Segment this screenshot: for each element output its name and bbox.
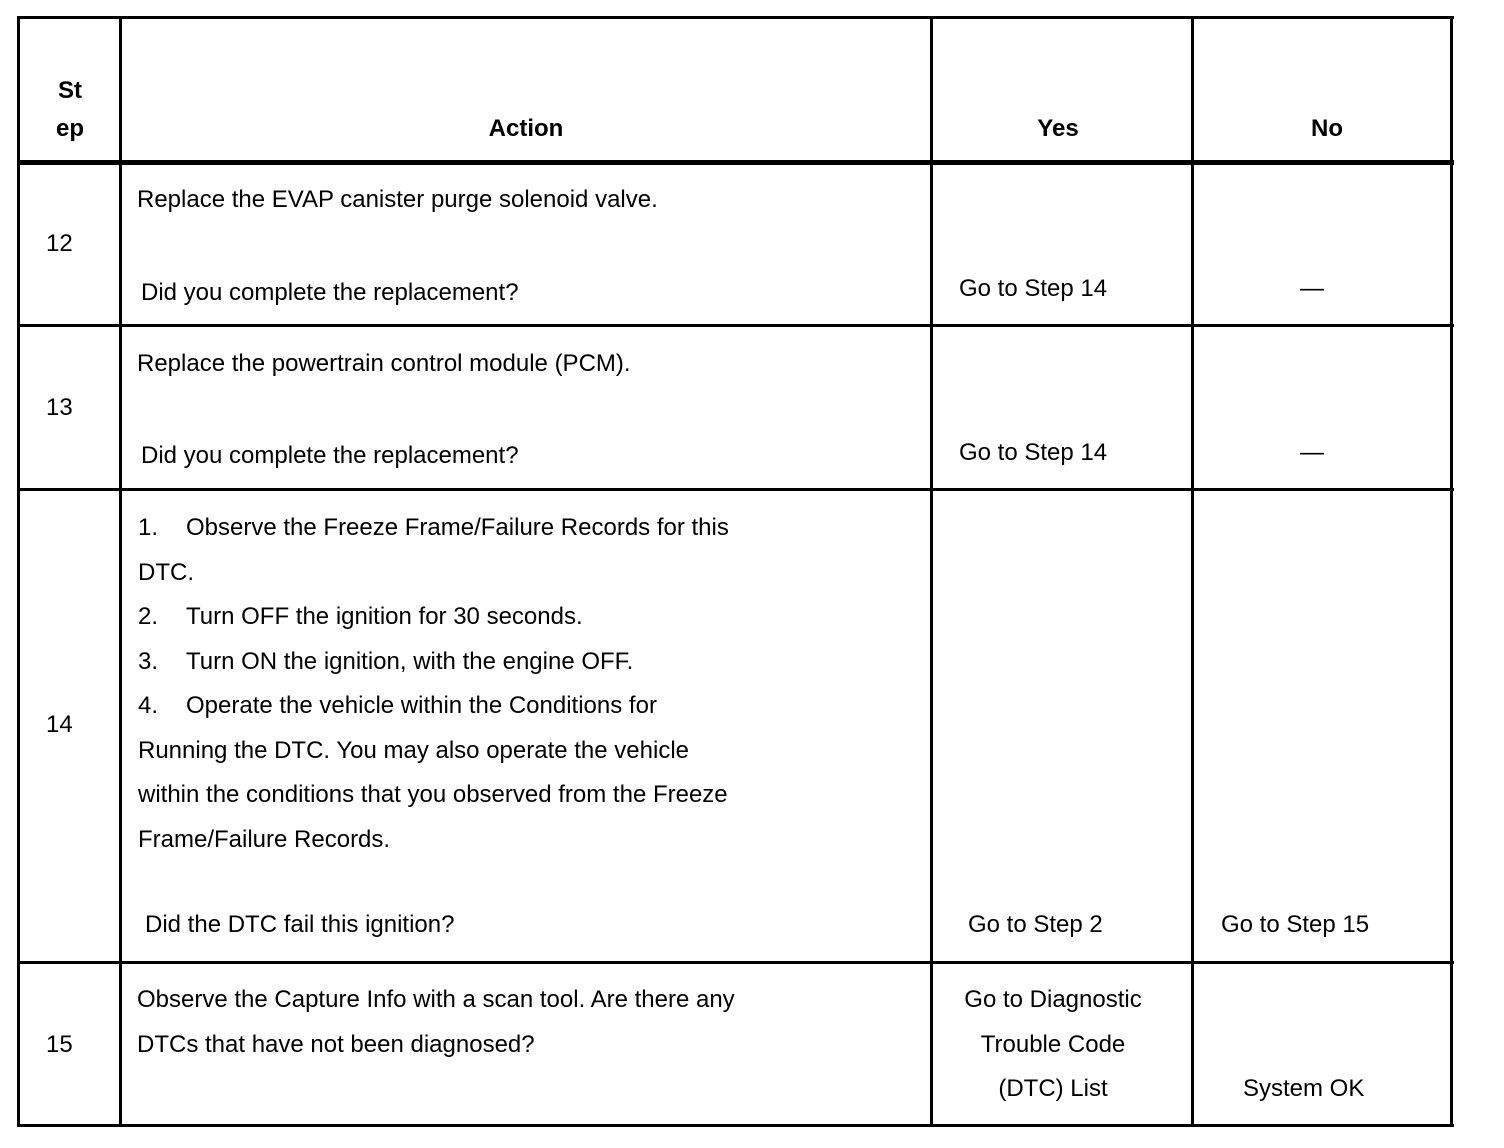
row-15-action-line-2: DTCs that have not been diagnosed? (137, 1030, 535, 1058)
row-13-bottom-border (17, 488, 1454, 491)
header-no: No (1311, 115, 1343, 142)
step-action-divider (119, 16, 122, 1127)
list-text: Observe the Freeze Frame/Failure Records for this (186, 514, 729, 541)
list-item-1-continued: DTC. (138, 558, 194, 586)
row-14-question: Did the DTC fail this ignition? (145, 911, 455, 938)
list-item-4-continued-2: within the conditions that you observed from the Freeze (138, 781, 728, 808)
list-item-4-continued-3: Frame/Failure Records. (138, 825, 391, 853)
row-12-action: Replace the EVAP canister purge solenoid valve. (137, 186, 658, 213)
list-item-1 (138, 506, 729, 551)
row-15-yes-line-3: (DTC) List (998, 1075, 1108, 1102)
header-step (20, 72, 120, 148)
row-12-yes: Go to Step 14 (959, 275, 1108, 302)
header-yes: Yes (1037, 115, 1079, 142)
row-15-action-line-1: Observe the Capture Info with a scan tool. Are there any (137, 986, 735, 1013)
list-item-4-continued-1: Running the DTC. You may also operate the vehicle (138, 736, 690, 764)
list-number: 3. (138, 647, 159, 675)
row-12-question: Did you complete the replacement? (141, 279, 519, 306)
header-step-line-2: ep (55, 115, 84, 142)
row-14-step: 14 (46, 711, 73, 738)
list-text: Operate the vehicle within the Conditions for (186, 692, 657, 719)
list-item-3 (138, 640, 729, 685)
yes-no-divider (1191, 16, 1194, 1127)
list-item-4 (138, 684, 729, 729)
header-step-line-1: St (58, 77, 82, 104)
row-13-action: Replace the powertrain control module (PCM). (137, 350, 631, 377)
list-number: 2. (138, 603, 159, 630)
list-text: Turn OFF the ignition for 30 seconds. (186, 603, 583, 630)
row-15-yes (933, 978, 1173, 1112)
row-15-yes-line-2: Trouble Code (980, 1030, 1126, 1058)
row-12-step: 12 (46, 230, 73, 257)
header-bottom-border (17, 160, 1454, 165)
row-12-no: — (1300, 275, 1324, 302)
row-15-step: 15 (46, 1031, 73, 1058)
header-action: Action (488, 115, 564, 142)
row-14-action-list (138, 506, 729, 862)
row-14-bottom-border (17, 961, 1454, 964)
row-14-yes: Go to Step 2 (968, 911, 1103, 938)
list-number: 1. (138, 514, 159, 541)
row-14-no: Go to Step 15 (1221, 911, 1370, 938)
row-13-question: Did you complete the replacement? (141, 442, 519, 469)
action-yes-divider (930, 16, 933, 1127)
row-15-no: System OK (1243, 1075, 1365, 1102)
row-12-bottom-border (17, 324, 1454, 327)
row-13-yes: Go to Step 14 (959, 439, 1108, 466)
table-right-border (1450, 16, 1453, 1127)
table-top-border (17, 16, 1454, 19)
row-13-step: 13 (46, 394, 73, 421)
row-15-yes-line-1: Go to Diagnostic (964, 986, 1142, 1013)
list-item-2 (138, 595, 729, 640)
row-13-no: — (1300, 439, 1324, 466)
table-left-border (17, 16, 20, 1127)
row-15-action (137, 978, 735, 1067)
list-number: 4. (138, 692, 159, 719)
table-bottom-border (17, 1124, 1454, 1127)
list-text: Turn ON the ignition, with the engine OFF. (186, 647, 634, 675)
